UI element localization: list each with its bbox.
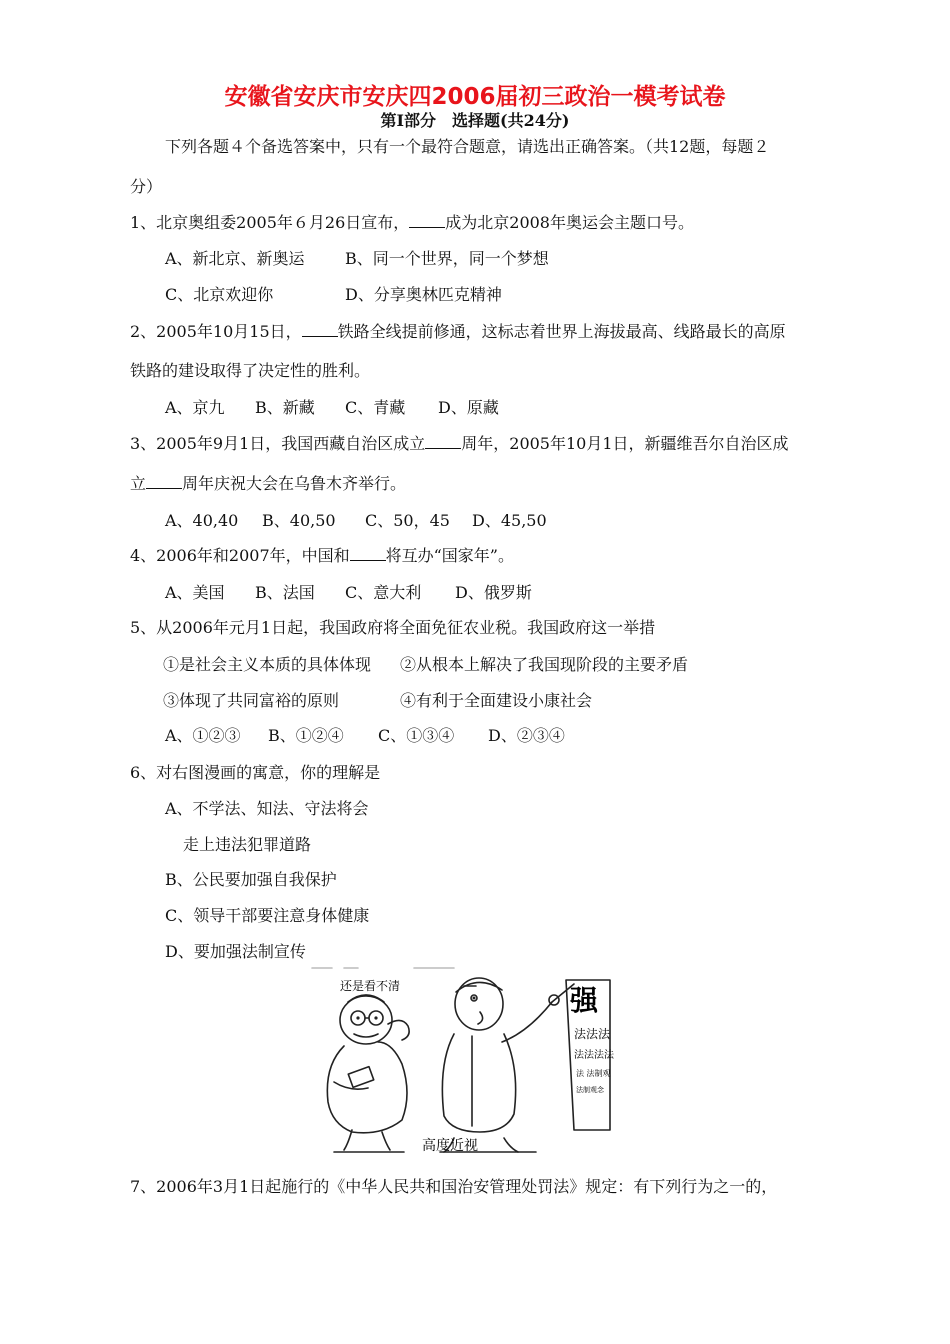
question-3-stem-c: 立 xyxy=(130,474,147,493)
eye-chart-big-character: 强 xyxy=(570,984,599,1017)
eye-chart-row-2: 法法法法 xyxy=(574,1050,614,1061)
question-3-stem-continued xyxy=(130,471,406,494)
answer-blank xyxy=(409,213,445,228)
question-1-stem-start: 1、北京奥组委2005年６月26日宣布， xyxy=(130,213,410,232)
question-4-option-c: C、意大利 xyxy=(345,583,422,602)
question-3-option-b: B、40,50 xyxy=(262,511,336,530)
question-1-option-d: D、分享奥林匹克精神 xyxy=(345,285,502,304)
law-cartoon-illustration xyxy=(304,962,634,1158)
question-3-option-a: A、40,40 xyxy=(165,511,239,530)
cartoon-speech-text: 还是看不清 xyxy=(340,979,401,993)
answer-blank xyxy=(425,434,461,449)
question-4-stem-end: 将互办“国家年”。 xyxy=(385,546,514,565)
question-5-stem: 5、从2006年元月1日起，我国政府将全面免征农业税。我国政府这一举措 xyxy=(130,618,656,637)
question-2-option-d: D、原藏 xyxy=(438,398,499,417)
question-7-stem: 7、2006年3月1日起施行的《中华人民共和国治安管理处罚法》规定：有下列行为之一的， xyxy=(130,1177,778,1196)
question-2-option-c: C、青藏 xyxy=(345,398,406,417)
question-6-stem: 6、对右图漫画的寓意，你的理解是 xyxy=(130,763,381,782)
question-6-option-b: B、公民要加强自我保护 xyxy=(165,870,337,889)
question-4-option-d: D、俄罗斯 xyxy=(455,583,532,602)
question-5-statement-1: ①是社会主义本质的具体体现 xyxy=(163,655,372,674)
question-5-option-d: D、②③④ xyxy=(488,726,565,745)
question-2-stem xyxy=(130,319,786,342)
question-5-statement-4: ④有利于全面建设小康社会 xyxy=(400,691,593,710)
question-5-option-b: B、①②④ xyxy=(268,726,344,745)
instructions-line-1: 下列各题４个备选答案中，只有一个最符合题意，请选出正确答案。（共12题，每题２ xyxy=(165,137,770,156)
question-4-option-b: B、法国 xyxy=(255,583,315,602)
question-1-option-b: B、同一个世界，同一个梦想 xyxy=(345,249,549,268)
question-3-option-d: D、45,50 xyxy=(472,511,547,530)
eye-chart-row-1: 法法法 xyxy=(574,1027,611,1041)
question-5-statement-2: ②从根本上解决了我国现阶段的主要矛盾 xyxy=(400,655,689,674)
eye-chart-row-4: 法制观念 xyxy=(576,1086,604,1094)
section-heading: 第Ⅰ部分 选择题(共24分) xyxy=(380,111,570,130)
question-4-stem xyxy=(130,543,514,566)
answer-blank xyxy=(302,322,338,337)
eye-chart-row-3: 法 法制观 xyxy=(576,1069,611,1078)
question-4-option-a: A、美国 xyxy=(165,583,225,602)
question-5-option-a: A、①②③ xyxy=(165,726,241,745)
question-5-statement-3: ③体现了共同富裕的原则 xyxy=(163,691,340,710)
question-3-stem-end: 周年庆祝大会在乌鲁木齐举行。 xyxy=(182,474,407,493)
answer-blank xyxy=(350,546,386,561)
question-6-option-d: D、要加强法制宣传 xyxy=(165,942,306,961)
question-5-option-c: C、①③④ xyxy=(378,726,455,745)
question-6-option-c: C、领导干部要注意身体健康 xyxy=(165,906,370,925)
exam-title: 安徽省安庆市安庆四2006届初三政治一模考试卷 xyxy=(224,84,726,110)
answer-blank xyxy=(146,474,182,489)
question-3-option-c: C、50，45 xyxy=(365,511,450,530)
question-3-stem-mid: 周年，2005年10月1日，新疆维吾尔自治区成 xyxy=(461,434,789,453)
question-2-stem-continued: 铁路的建设取得了决定性的胜利。 xyxy=(130,361,371,380)
question-1-stem xyxy=(130,210,694,233)
question-3-stem-start: 3、2005年9月1日，我国西藏自治区成立 xyxy=(130,434,426,453)
question-1-option-c: C、北京欢迎你 xyxy=(165,285,274,304)
question-6-option-a-continued: 走上违法犯罪道路 xyxy=(183,835,312,854)
question-2-stem-start: 2、2005年10月15日， xyxy=(130,322,302,341)
question-3-stem xyxy=(130,431,789,454)
question-6-option-a: A、不学法、知法、守法将会 xyxy=(165,799,369,818)
question-2-option-b: B、新藏 xyxy=(255,398,315,417)
question-2-option-a: A、京九 xyxy=(165,398,225,417)
question-4-stem-start: 4、2006年和2007年，中国和 xyxy=(130,546,350,565)
instructions-line-2: 分） xyxy=(130,177,163,196)
cartoon-caption: 高度近视 xyxy=(422,1138,478,1154)
question-2-stem-mid: 铁路全线提前修通，这标志着世界上海拔最高、线路最长的高原 xyxy=(337,322,786,341)
cartoon-drawing xyxy=(304,962,634,1158)
question-1-option-a: A、新北京、新奥运 xyxy=(165,249,305,268)
question-1-stem-end: 成为北京2008年奥运会主题口号。 xyxy=(445,213,694,232)
